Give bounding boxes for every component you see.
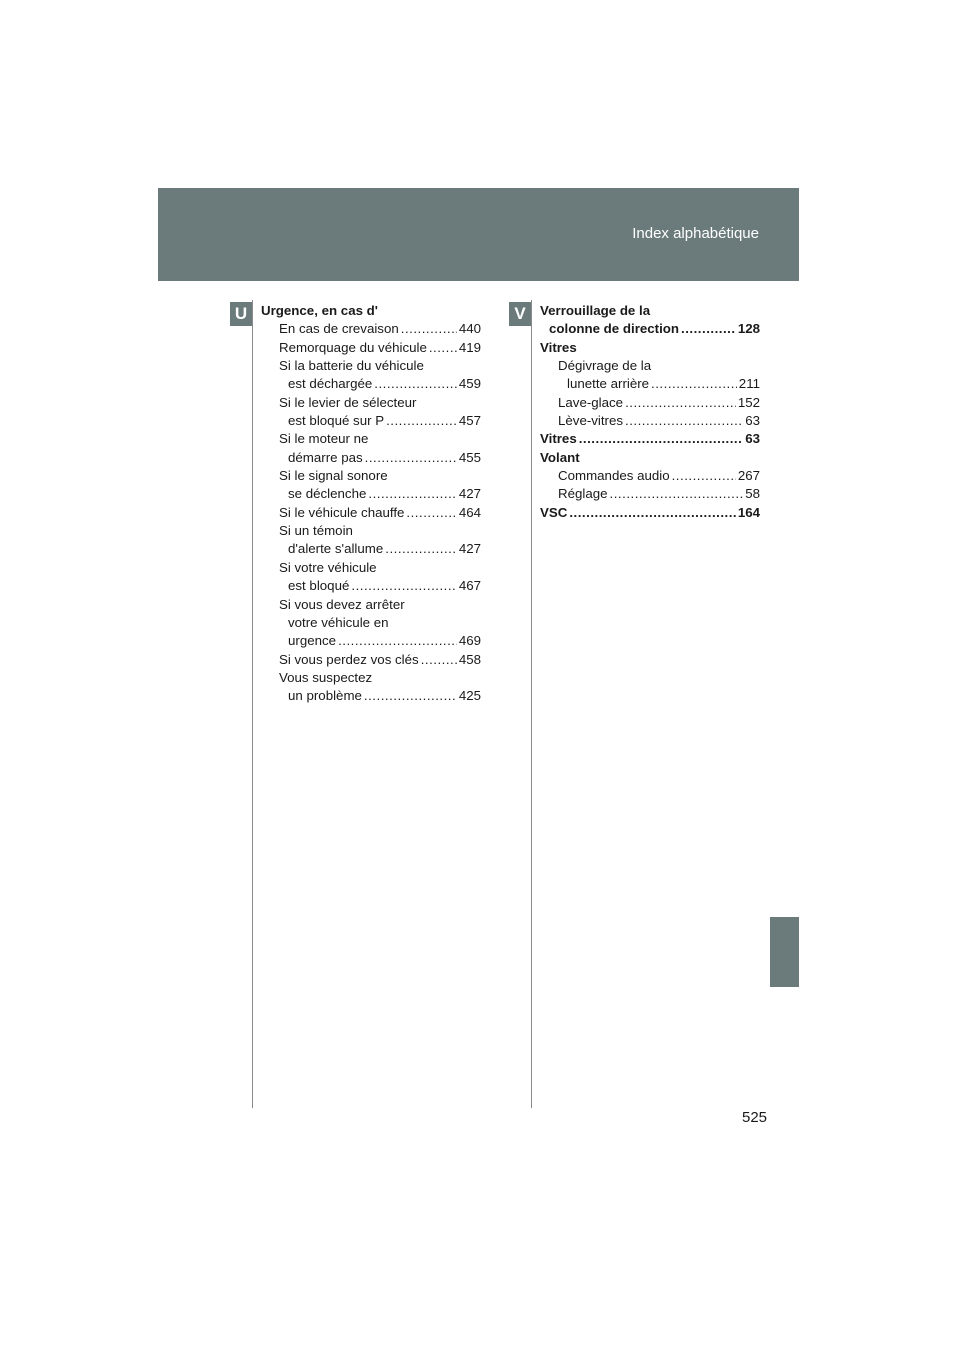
index-column-v — [540, 302, 760, 522]
entry-text: est bloqué — [288, 578, 350, 594]
entry-text: est bloqué sur P — [288, 413, 385, 429]
index-entry-label: Dégivrage de la — [558, 358, 652, 374]
index-entry — [540, 504, 760, 522]
index-heading: Volant — [540, 449, 580, 465]
leader-dots — [368, 485, 456, 503]
index-entry-label: Si le signal sonore — [279, 468, 388, 484]
leader-dots — [365, 449, 457, 467]
leader-dots — [579, 430, 743, 448]
leader-dots — [386, 412, 457, 430]
leader-dots — [338, 632, 457, 650]
leader-dots — [406, 504, 456, 522]
leader-dots — [569, 504, 735, 522]
index-entry-label: Si un témoin — [279, 523, 353, 539]
index-entry — [261, 632, 481, 650]
entry-text: Vitres — [540, 431, 577, 447]
entry-page: 152 — [737, 394, 760, 410]
index-entry — [261, 375, 481, 393]
leader-dots — [351, 577, 456, 595]
index-entry-label: Si la batterie du véhicule — [279, 358, 424, 374]
entry-text: d'alerte s'allume — [288, 541, 384, 557]
index-entry — [261, 540, 481, 558]
entry-page: 427 — [458, 486, 481, 502]
leader-dots — [374, 375, 457, 393]
index-entry — [261, 485, 481, 503]
leader-dots — [625, 394, 736, 412]
entry-page: 63 — [745, 431, 760, 447]
index-heading: Urgence, en cas d' — [261, 303, 378, 318]
index-entry — [261, 412, 481, 430]
entry-text: Lève-vitres — [558, 413, 624, 429]
entry-text: urgence — [288, 633, 337, 649]
entry-page: 211 — [738, 376, 760, 392]
entry-page: 128 — [737, 321, 760, 337]
entry-text: colonne de direction — [549, 321, 680, 337]
index-entry-label: Si le levier de sélecteur — [279, 394, 417, 410]
entry-page: 164 — [737, 504, 760, 520]
leader-dots — [364, 687, 457, 705]
entry-text: Lave-glace — [558, 394, 624, 410]
entry-text: Réglage — [558, 486, 608, 502]
entry-page: 467 — [458, 578, 481, 594]
index-entry — [540, 430, 760, 448]
entry-text: Commandes audio — [558, 468, 670, 484]
index-entry — [540, 467, 760, 485]
index-entry — [261, 449, 481, 467]
entry-text: lunette arrière — [567, 376, 650, 392]
leader-dots — [385, 540, 457, 558]
entry-page: 464 — [458, 504, 481, 520]
page-number: 525 — [742, 1109, 768, 1126]
entry-page: 58 — [745, 486, 760, 502]
column-divider-right — [531, 300, 532, 1108]
index-heading: Vitres — [540, 339, 577, 355]
leader-dots — [610, 485, 744, 503]
index-entry — [261, 504, 481, 522]
index-entry-label: Si votre véhicule — [279, 559, 377, 575]
entry-text: Si le véhicule chauffe — [279, 504, 405, 520]
entry-text: En cas de crevaison — [279, 321, 399, 337]
index-entry — [540, 394, 760, 412]
entry-page: 455 — [458, 449, 481, 465]
index-entry — [261, 687, 481, 705]
index-entry — [540, 412, 760, 430]
index-entry — [261, 577, 481, 595]
column-divider-left — [252, 300, 253, 1108]
entry-page: 63 — [745, 413, 760, 429]
leader-dots — [651, 375, 737, 393]
entry-page: 459 — [458, 376, 481, 392]
entry-text: Si vous perdez vos clés — [279, 651, 419, 667]
leader-dots — [672, 467, 736, 485]
index-column-u — [261, 302, 481, 706]
index-entry — [540, 485, 760, 503]
entry-page: 419 — [458, 339, 481, 355]
leader-dots — [625, 412, 743, 430]
entry-page: 425 — [458, 688, 481, 704]
entry-page: 440 — [458, 321, 481, 337]
index-entry — [261, 339, 481, 357]
entry-text: un problème — [288, 688, 362, 704]
index-entry — [261, 651, 481, 669]
entry-text: est déchargée — [288, 376, 373, 392]
index-entry-label: Si le moteur ne — [279, 431, 369, 447]
index-entry — [540, 320, 760, 338]
leader-dots — [421, 651, 457, 669]
leader-dots — [429, 339, 457, 357]
section-edge-tab — [770, 917, 799, 987]
index-entry — [540, 375, 760, 393]
entry-page: 267 — [737, 468, 760, 484]
entry-page: 427 — [458, 541, 481, 557]
letter-tab-u: U — [230, 302, 252, 326]
entry-text: VSC — [540, 504, 568, 520]
entry-page: 458 — [458, 651, 481, 667]
letter-tab-v: V — [509, 302, 531, 326]
index-heading: Verrouillage de la — [540, 303, 651, 318]
index-entry — [261, 320, 481, 338]
entry-text: se déclenche — [288, 486, 367, 502]
header-band — [158, 188, 799, 281]
entry-page: 469 — [458, 633, 481, 649]
entry-text: Remorquage du véhicule — [279, 339, 427, 355]
leader-dots — [681, 320, 736, 338]
index-entry-label: Si vous devez arrêter — [279, 596, 405, 612]
entry-page: 457 — [458, 413, 481, 429]
leader-dots — [401, 320, 457, 338]
index-entry-label: votre véhicule en — [288, 614, 389, 630]
index-entry-label: Vous suspectez — [279, 669, 373, 685]
header-title: Index alphabétique — [632, 225, 759, 242]
entry-text: démarre pas — [288, 449, 363, 465]
